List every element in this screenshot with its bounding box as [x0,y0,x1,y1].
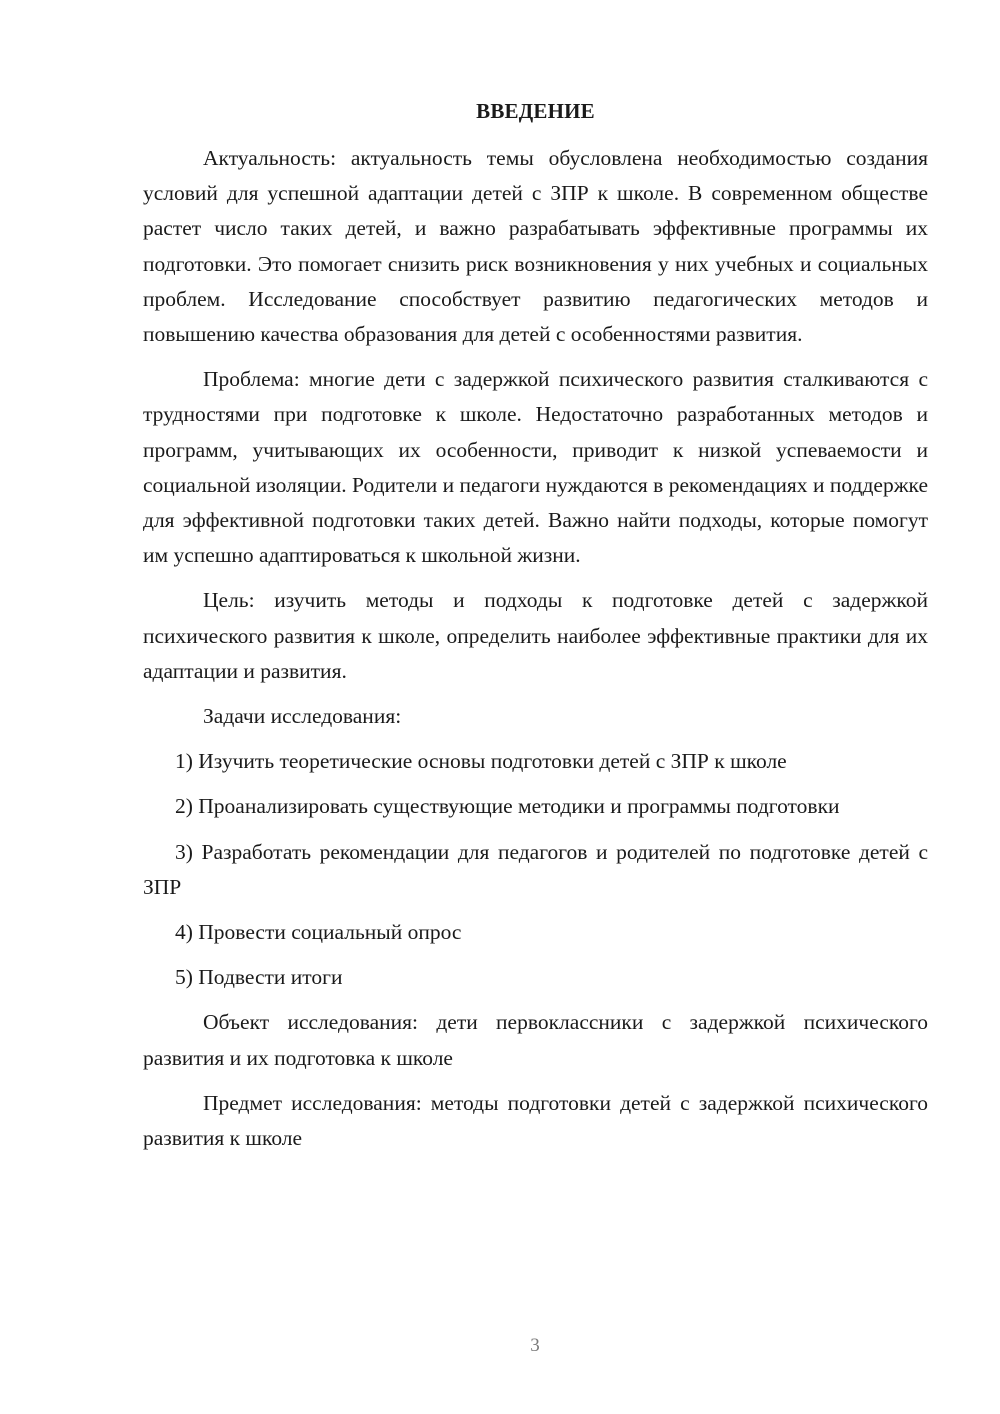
section-title: ВВЕДЕНИЕ [476,99,595,123]
paragraph-relevance: Актуальность: актуальность темы обусловлена необходимостью создания условий для успешной адаптации детей с ЗПР к школе. В современном обществе растет число таких детей, и важно разрабатывать эффективные программы их подготовки. Это помогает снизить риск возникновения у них учебных и социальных проблем. Исследование способствует развитию педагогических методов и повышению качества образования для детей с особенностями развития. [143,146,928,347]
task-item: 4) Провести социальный опрос [175,920,462,945]
task-item: 1) Изучить теоретические основы подготовки детей с ЗПР к школе [175,749,787,774]
task-item: 3) Разработать рекомендации для педагогов и родителей по подготовке детей с ЗПР [143,839,928,899]
task-item: 5) Подвести итоги [175,965,343,990]
paragraph-goal: Цель: изучить методы и подходы к подготовке детей с задержкой психического развития к школе, определить наиболее эффективные практики для их адаптации и развития. [143,588,928,683]
paragraph-tasks-heading: Задачи исследования: [203,704,402,729]
page-number: 3 [530,1335,540,1356]
paragraph-object: Объект исследования: дети первоклассники с задержкой психического развития и их подготовка к школе [143,1010,928,1070]
body-text [143,141,928,1166]
paragraph-subject: Предмет исследования: методы подготовки детей с задержкой психического развития к школе [143,1090,928,1151]
paragraph-problem: Проблема: многие дети с задержкой психического развития сталкиваются с трудностями при подготовке к школе. Недостаточно разработанных методов и программ, учитывающих их особенности, приводит к низкой успеваемости и социальной изоляции. Родители и педагоги нуждаются в рекомендациях и поддержке для эффективной подготовки таких детей. Важно найти подходы, которые помогут им успешно адаптироваться к школьной жизни. [143,367,928,568]
task-item: 2) Проанализировать существующие методики и программы подготовки [175,794,840,819]
